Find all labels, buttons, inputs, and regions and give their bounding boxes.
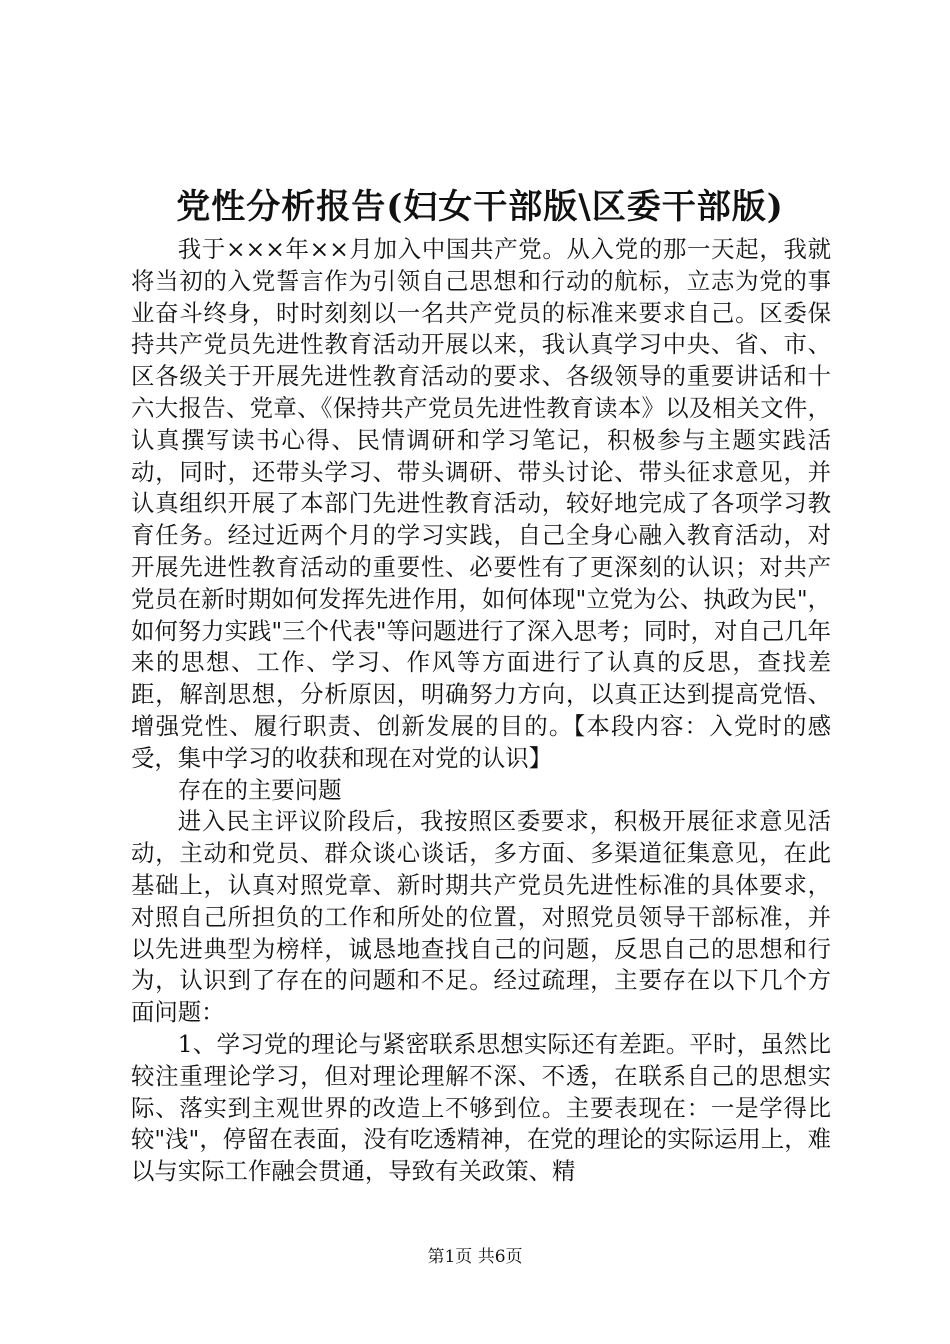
paragraph-intro: 我于×××年××月加入中国共产党。从入党的那一天起，我就将当初的入党誓言作为引领自己思想和行动的航标，立志为党的事业奋斗终身，时时刻刻以一名共产党员的标准来要求自己。区委保持共产党员先进性教育活动开展以来，我认真学习中央、省、市、区各级关于开展先进性教育活动的要求、各级领导的重要讲话和十六大报告、党章、《保持共产党员先进性教育读本》以及相关文件，认真撰写读书心得、民情调研和学习笔记，积极参与主题实践活动，同时，还带头学习、带头调研、带头讨论、带头征求意见，并认真组织开展了本部门先进性教育活动，较好地完成了各项学习教育任务。经过近两个月的学习实践，自己全身心融入教育活动，对开展先进性教育活动的重要性、必要性有了更深刻的认识；对共产党员在新时期如何发挥先进作用，如何体现"立党为公、执政为民"，如何努力实践"三个代表"等问题进行了深入思考；同时，对自己几年来的思想、工作、学习、作风等方面进行了认真的反思，查找差距，解剖思想，分析原因，明确努力方向，以真正达到提高党悟、增强党性、履行职责、创新发展的目的。【本段内容：入党时的感受，集中学习的收获和现在对党的认识】 [131, 235, 831, 772]
section-heading-problems: 存在的主要问题 [177, 775, 342, 804]
page-footer: 第1页 共6页 [427, 1247, 523, 1267]
document-body [131, 234, 831, 1188]
document-title: 党性分析报告(妇女干部版\区委干部版) [176, 187, 784, 227]
paragraph-evaluation: 进入民主评议阶段后，我按照区委要求，积极开展征求意见活动，主动和党员、群众谈心谈话，多方面、多渠道征集意见，在此基础上，认真对照党章、新时期共产党员先进性标准的具体要求，对照自己所担负的工作和所处的位置，对照党员领导干部标准，并以先进典型为榜样，诚恳地查找自己的问题，反思自己的思想和行为，认识到了存在的问题和不足。经过疏理，主要存在以下几个方面问题： [131, 807, 831, 1027]
paragraph-problem-1: 1、学习党的理论与紧密联系思想实际还有差距。平时，虽然比较注重理论学习，但对理论理解不深、不透，在联系自己的思想实际、落实到主观世界的改造上不够到位。主要表现在：一是学得比较"浅"，停留在表面，没有吃透精神，在党的理论的实际运用上，难以与实际工作融会贯通，导致有关政策、精 [131, 1029, 831, 1186]
